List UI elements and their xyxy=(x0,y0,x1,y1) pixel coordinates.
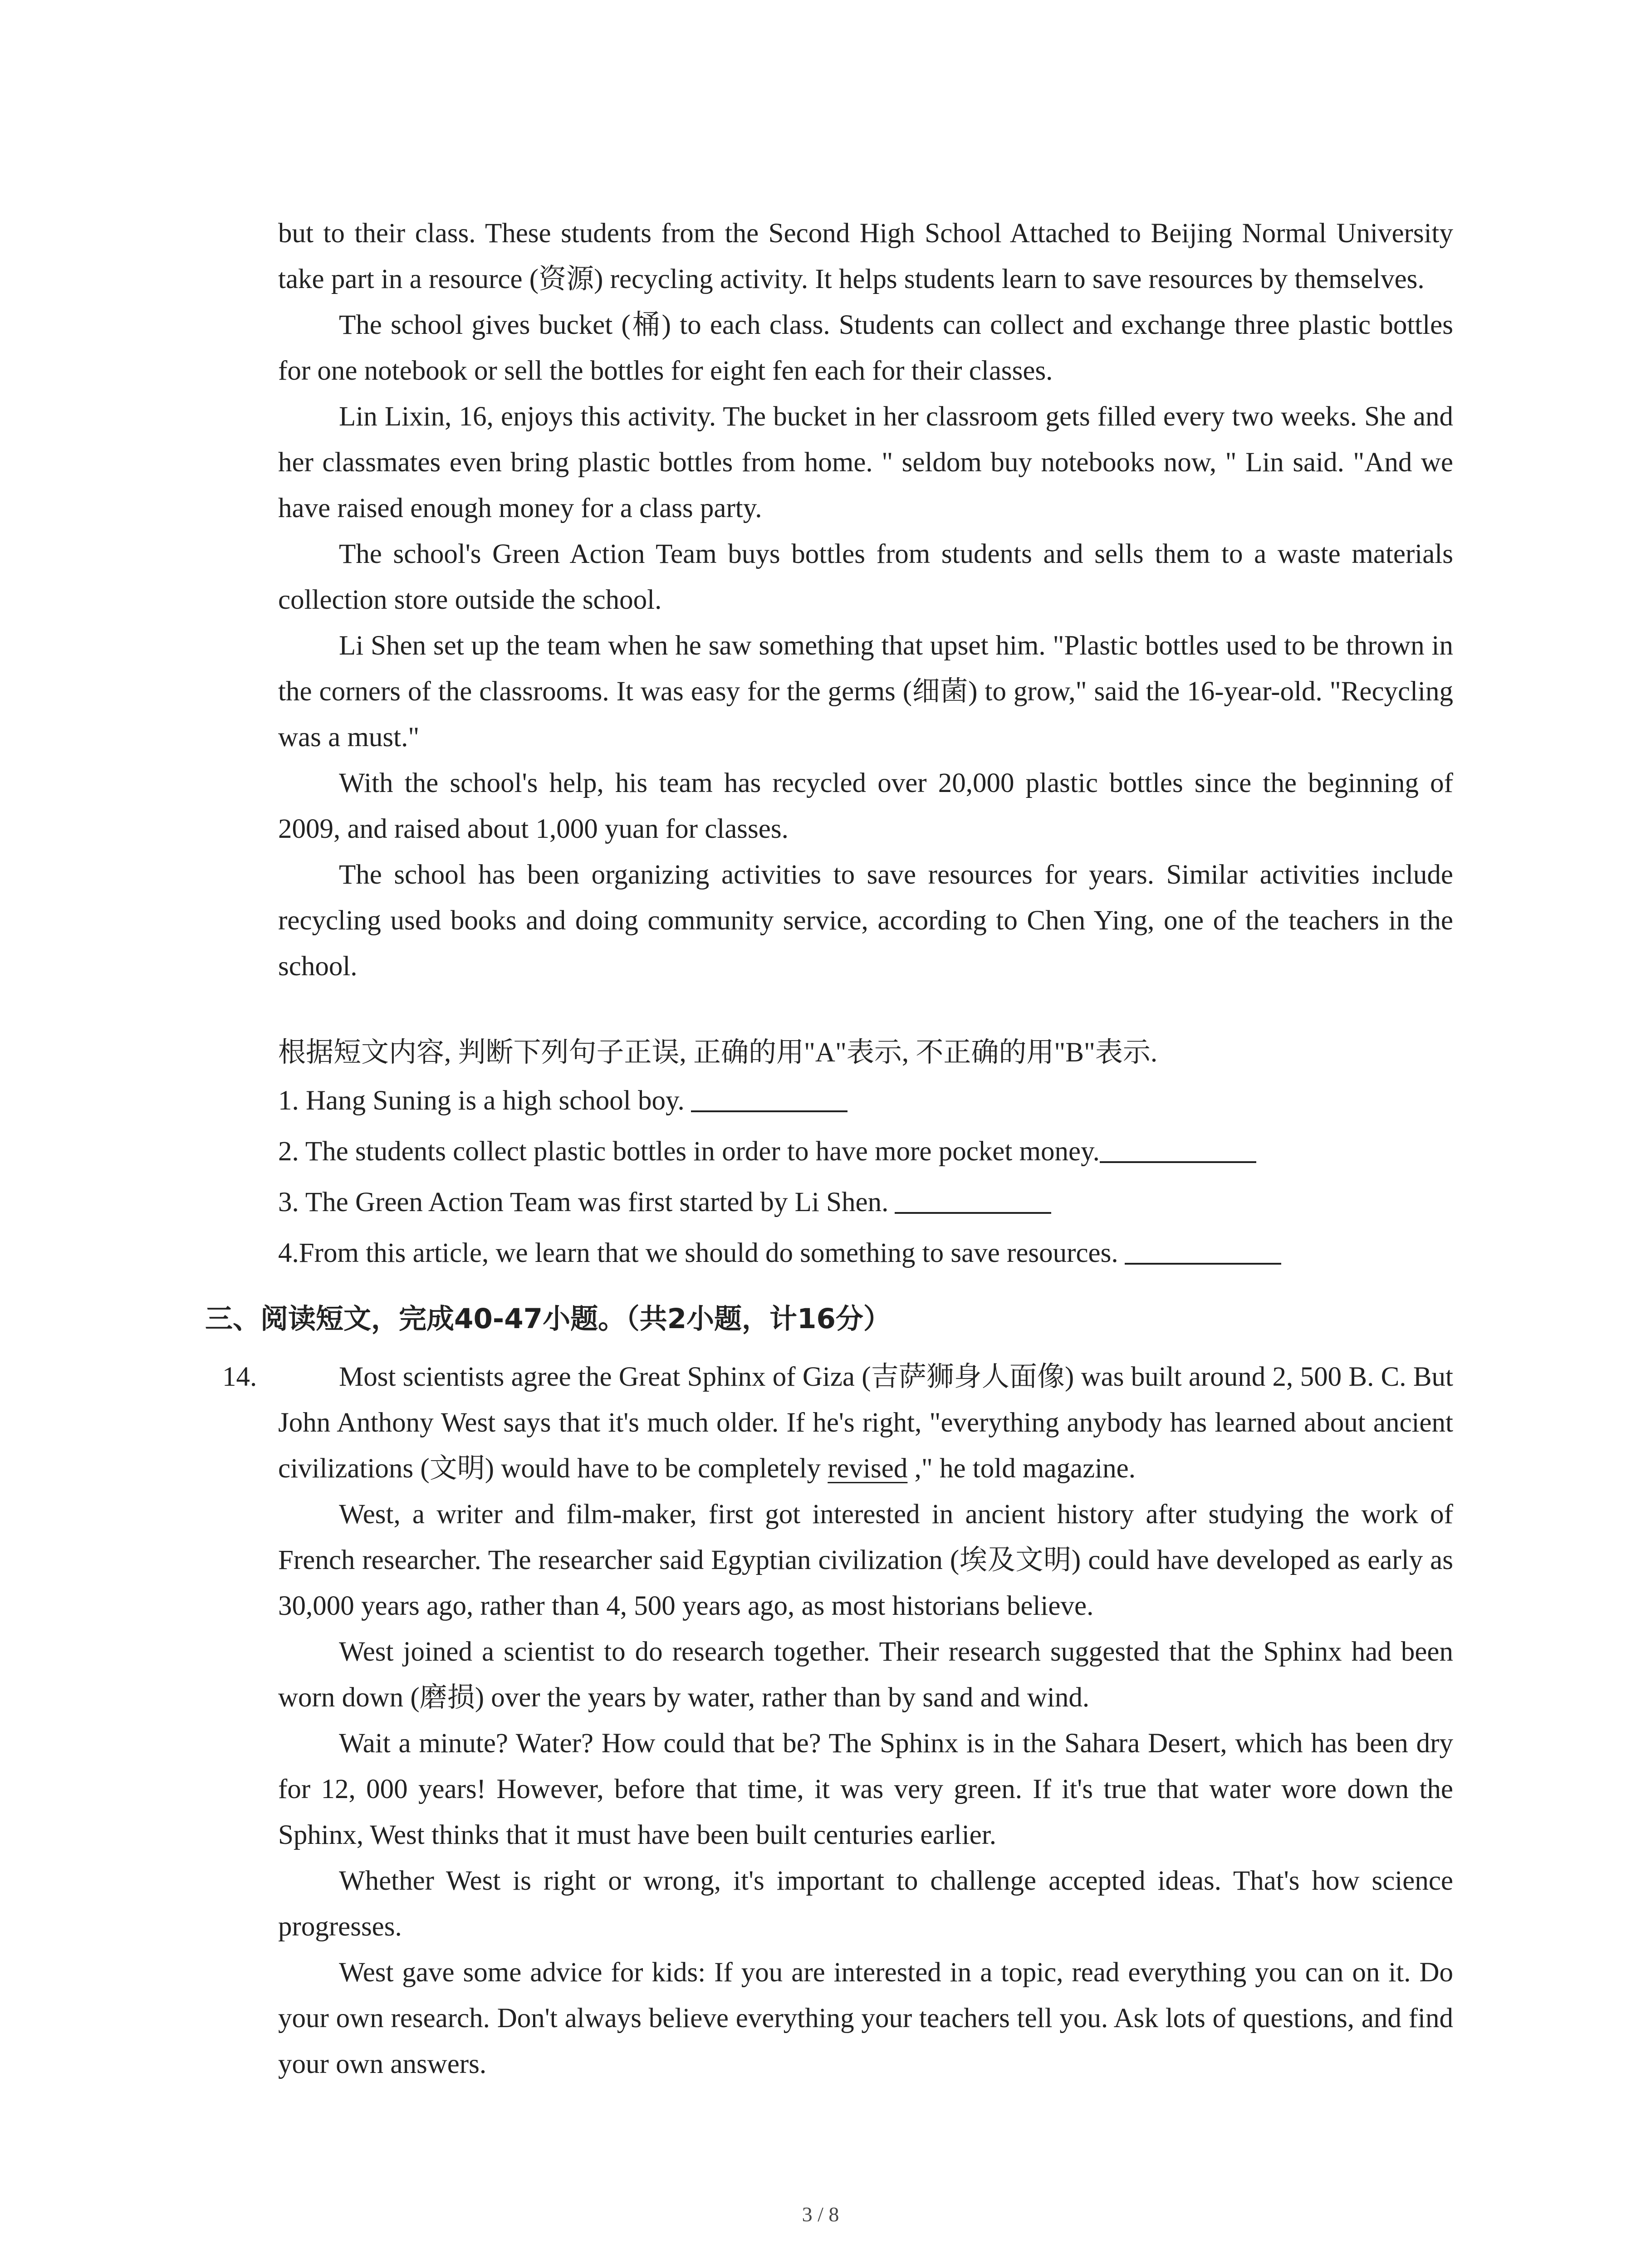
passage2-paragraph-5: West gave some advice for kids: If you are interested in a topic, read everything you can on it. Do your own research. Don't always believe everything your teachers tell you. Ask lots of questions, and find your own answers. xyxy=(278,1957,1453,2079)
passage1-paragraph-0: but to their class. These students from the Second High School Attached to Beijing Normal University take part in a resource (资源) recycling activity. It helps students learn to save resources by themselves. xyxy=(278,218,1453,294)
question-4-text: 4.From this article, we learn that we should do something to save resources. xyxy=(278,1238,1118,1268)
answer-blank-4[interactable] xyxy=(1125,1236,1281,1265)
answer-blank-1[interactable] xyxy=(691,1083,847,1112)
passage1-paragraph-5: With the school's help, his team has recycled over 20,000 plastic bottles since the beginning of 2009, and raised about 1,000 yuan for classes. xyxy=(278,768,1453,844)
true-false-questions xyxy=(278,1030,1453,1279)
passage-one xyxy=(278,210,1453,989)
passage2-paragraph-3: Wait a minute? Water? How could that be? The Sphinx is in the Sahara Desert, which has been dry for 12, 000 years! However, before that time, it was very green. If it's true that water wore down the Sphinx, West thinks that it must have been built centuries earlier. xyxy=(278,1728,1453,1850)
passage2-paragraph-4: Whether West is right or wrong, it's important to challenge accepted ideas. That's how science progresses. xyxy=(278,1866,1453,1942)
question-number: 14. xyxy=(222,1362,257,1392)
passage1-paragraph-4: Li Shen set up the team when he saw something that upset him. "Plastic bottles used to be thrown in the corners of the classrooms. It was easy for the germs (细菌) to grow," said the 16-year-old. "Recycling was a must." xyxy=(278,631,1453,753)
page-number: 3 / 8 xyxy=(802,2203,839,2226)
answer-blank-3[interactable] xyxy=(895,1185,1051,1214)
question-2-text: 2. The students collect plastic bottles in order to have more pocket money. xyxy=(278,1136,1100,1167)
section-heading: 三、阅读短文，完成40-47小题。（共2小题，计16分） xyxy=(205,1303,891,1335)
passage1-paragraph-3: The school's Green Action Team buys bottles from students and sells them to a waste materials collection store outside the school. xyxy=(278,539,1453,615)
underlined-word: revised xyxy=(828,1453,908,1484)
passage2-paragraph-1: West, a writer and film-maker, first got interested in ancient history after studying the work of French researcher. The researcher said Egyptian civilization (埃及文明) could have developed as early as 30,000 years ago, rather than 4, 500 years ago, as most historians believe. xyxy=(278,1499,1453,1621)
passage1-paragraph-1: The school gives bucket (桶) to each class. Students can collect and exchange three plastic bottles for one notebook or sell the bottles for eight fen each for their classes. xyxy=(278,310,1453,386)
question-4 xyxy=(278,1228,1453,1279)
passage1-paragraph-6: The school has been organizing activities to save resources for years. Similar activities include recycling used books and doing community service, according to Chen Ying, one of the teachers in the school. xyxy=(278,860,1453,982)
passage2-p0-after: ," he told magazine. xyxy=(907,1453,1136,1484)
answer-blank-2[interactable] xyxy=(1100,1134,1256,1163)
passage-two xyxy=(278,1354,1453,2087)
passage1-paragraph-2: Lin Lixin, 16, enjoys this activity. The bucket in her classroom gets filled every two weeks. She and her classmates even bring plastic bottles from home. " seldom buy notebooks now, " Lin said. "And we have raised enough money for a class party. xyxy=(278,401,1453,523)
question-2 xyxy=(278,1126,1453,1177)
instruction-text: 根据短文内容, 判断下列句子正误, 正确的用"A"表示, 不正确的用"B"表示. xyxy=(278,1037,1158,1068)
question-3-text: 3. The Green Action Team was first started by Li Shen. xyxy=(278,1187,889,1217)
question-1-text: 1. Hang Suning is a high school boy. xyxy=(278,1085,685,1116)
passage2-paragraph-0 xyxy=(278,1354,1453,1491)
passage2-paragraph-2: West joined a scientist to do research together. Their research suggested that the Sphinx had been worn down (磨损) over the years by water, rather than by sand and wind. xyxy=(278,1637,1453,1713)
question-1 xyxy=(278,1075,1453,1126)
passage2-p0-before: Most scientists agree the Great Sphinx of Giza (吉萨狮身人面像) was built around 2, 500 B. C. But John Anthony West says that it's much older. If he's right, "everything anybody has learned about ancient civilizations (文明) would have to be completely xyxy=(278,1362,1453,1484)
question-3 xyxy=(278,1177,1453,1228)
